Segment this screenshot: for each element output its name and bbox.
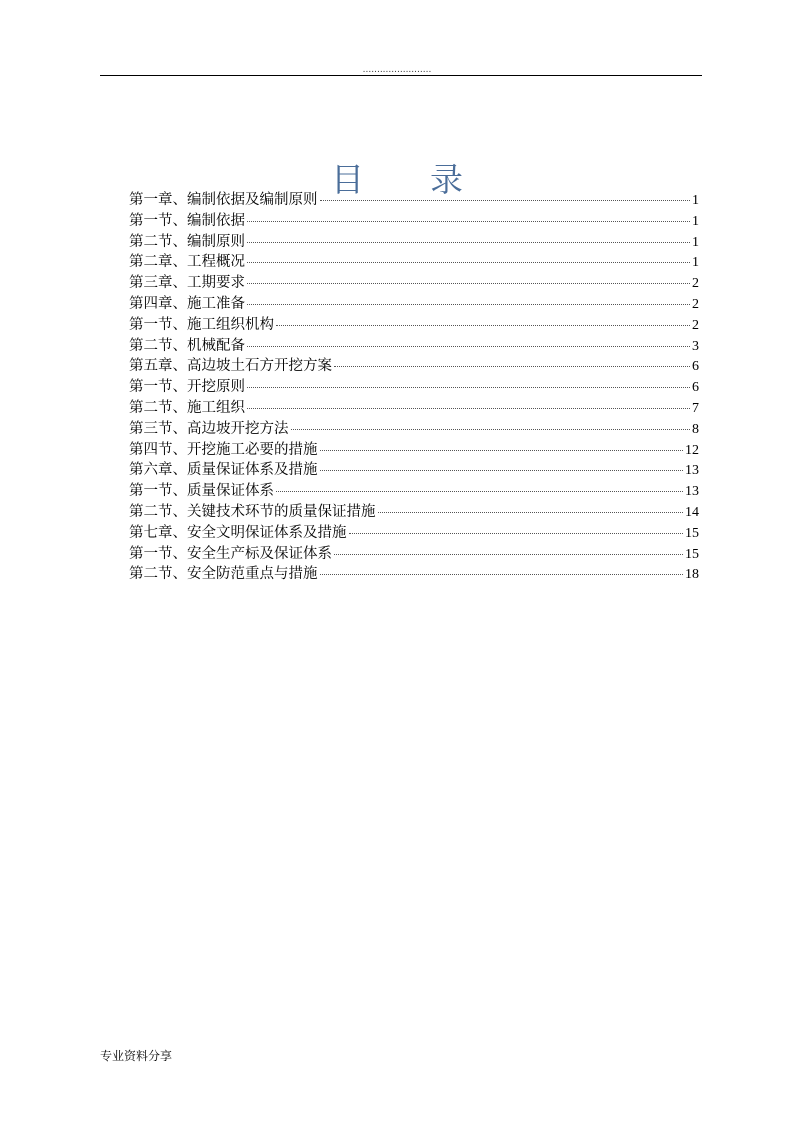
toc-entry-label: 第一章、编制依据及编制原则 [129, 192, 318, 208]
toc-entry[interactable] [129, 481, 699, 502]
toc-title-char-2: 录 [430, 160, 463, 200]
toc-entry-page-number: 1 [692, 193, 699, 208]
toc-dot-leader [247, 283, 690, 284]
toc-entry[interactable] [129, 460, 699, 481]
toc-entry-label: 第一节、编制依据 [129, 212, 245, 229]
toc-entry-page-number: 7 [692, 400, 699, 416]
toc-entry-page-number: 13 [685, 484, 699, 500]
header-dots: ........................ [362, 65, 432, 75]
toc-entry-label: 第二章、工程概况 [129, 254, 245, 271]
toc-dot-leader [247, 304, 690, 305]
toc-entry-label: 第二节、施工组织 [129, 399, 245, 416]
table-of-contents [129, 190, 699, 585]
toc-dot-leader [247, 387, 690, 388]
toc-entry-page-number: 15 [685, 546, 699, 562]
toc-entry-page-number: 18 [685, 567, 699, 583]
toc-dot-leader [291, 429, 691, 430]
toc-dot-leader [378, 512, 684, 513]
toc-dot-leader [276, 325, 690, 326]
toc-entry-label: 第四节、开挖施工必要的措施 [129, 441, 318, 458]
toc-entry[interactable] [129, 315, 699, 336]
toc-entry-label: 第一节、开挖原则 [129, 379, 245, 396]
toc-entry-label: 第七章、安全文明保证体系及措施 [129, 524, 347, 541]
toc-entry-label: 第一节、质量保证体系 [129, 483, 274, 500]
toc-dot-leader [320, 470, 684, 471]
footer-text: 专业资料分享 [100, 1049, 173, 1063]
toc-entry[interactable] [129, 336, 699, 357]
toc-entry[interactable] [129, 398, 699, 419]
toc-entry[interactable] [129, 273, 699, 294]
toc-entry-page-number: 2 [692, 317, 699, 333]
toc-entry-label: 第四章、施工准备 [129, 295, 245, 312]
toc-entry[interactable] [129, 252, 699, 273]
toc-entry-label: 第二节、关键技术环节的质量保证措施 [129, 503, 376, 520]
toc-entry-page-number: 6 [692, 359, 699, 375]
toc-dot-leader [334, 554, 683, 555]
toc-entry-page-number: 14 [685, 504, 699, 520]
toc-entry[interactable] [129, 440, 699, 461]
toc-dot-leader [247, 346, 690, 347]
toc-entry[interactable] [129, 564, 699, 585]
toc-entry-label: 第二节、安全防范重点与措施 [129, 566, 318, 583]
toc-entry-label: 第五章、高边坡土石方开挖方案 [129, 358, 332, 375]
toc-entry-page-number: 3 [692, 338, 699, 354]
toc-dot-leader [334, 366, 690, 367]
toc-dot-leader [349, 533, 684, 534]
toc-entry-label: 第三节、高边坡开挖方法 [129, 420, 289, 437]
toc-dot-leader [247, 242, 690, 243]
toc-entry-page-number: 6 [692, 380, 699, 396]
toc-dot-leader [320, 200, 691, 201]
toc-entry[interactable] [129, 419, 699, 440]
toc-entry-page-number: 13 [685, 463, 699, 479]
toc-dot-leader [247, 408, 690, 409]
toc-entry-page-number: 1 [692, 234, 699, 250]
toc-title-char-1: 目 [331, 160, 364, 200]
toc-entry[interactable] [129, 502, 699, 523]
toc-entry[interactable] [129, 356, 699, 377]
toc-entry-page-number: 1 [692, 255, 699, 271]
toc-dot-leader [276, 491, 683, 492]
toc-entry-page-number: 8 [692, 421, 699, 437]
toc-entry[interactable] [129, 232, 699, 253]
toc-entry-label: 第六章、质量保证体系及措施 [129, 462, 318, 479]
toc-entry-page-number: 15 [685, 525, 699, 541]
toc-entry[interactable] [129, 544, 699, 565]
toc-entry[interactable] [129, 211, 699, 232]
toc-entry-page-number: 2 [692, 296, 699, 312]
toc-entry-page-number: 2 [692, 276, 699, 292]
toc-entry-label: 第二节、机械配备 [129, 337, 245, 354]
toc-dot-leader [247, 262, 690, 263]
toc-entry-label: 第二节、编制原则 [129, 233, 245, 250]
toc-dot-leader [320, 450, 684, 451]
toc-entry[interactable] [129, 190, 699, 211]
toc-entry[interactable] [129, 523, 699, 544]
toc-entry-page-number: 12 [685, 442, 699, 458]
toc-dot-leader [320, 574, 684, 575]
toc-entry-label: 第三章、工期要求 [129, 275, 245, 292]
toc-entry[interactable] [129, 294, 699, 315]
toc-entry-page-number: 1 [692, 213, 699, 229]
toc-entry-label: 第一节、安全生产标及保证体系 [129, 545, 332, 562]
header-rule [100, 75, 702, 76]
toc-entry-label: 第一节、施工组织机构 [129, 316, 274, 333]
toc-entry[interactable] [129, 377, 699, 398]
toc-dot-leader [247, 221, 690, 222]
